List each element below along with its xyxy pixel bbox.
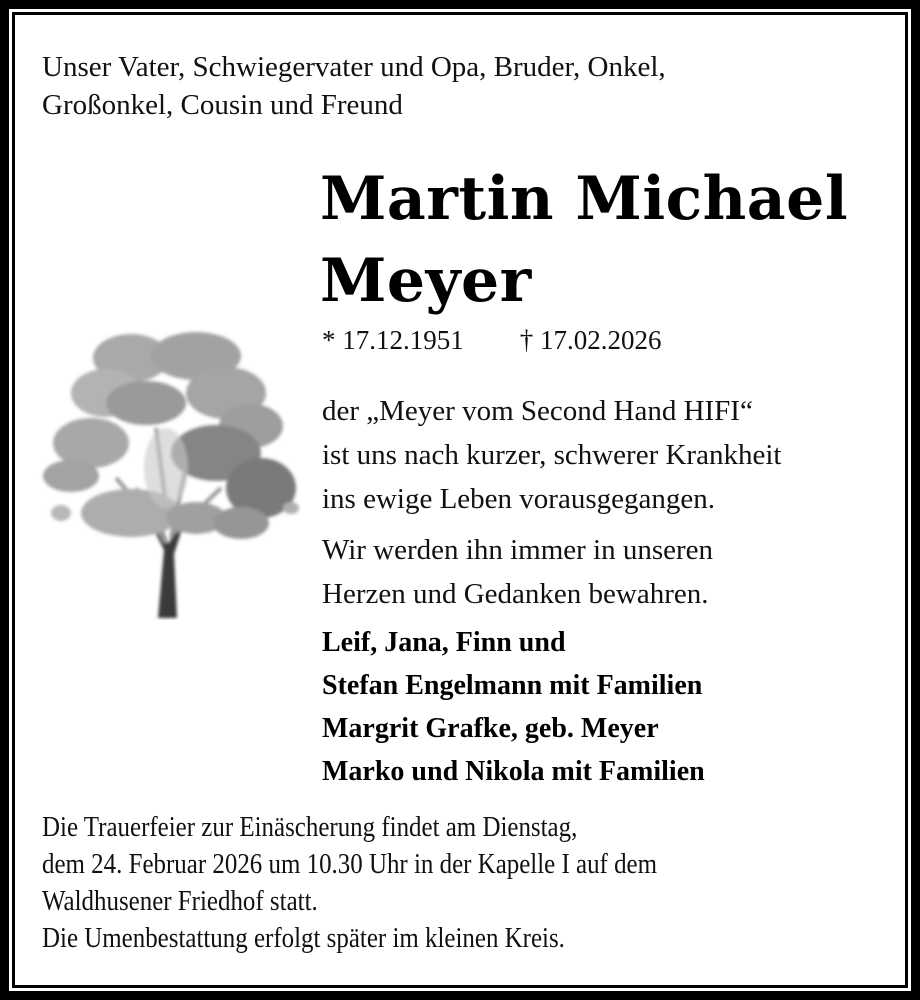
mourner-line: Margrit Grafke, geb. Meyer [322, 713, 659, 744]
mourners-list [322, 621, 705, 793]
mourner-line: Marko und Nikola mit Familien [322, 756, 705, 787]
intro-line: Unser Vater, Schwiegervater und Opa, Bruder, Onkel, [42, 51, 666, 83]
mourner-line: Leif, Jana, Finn und [322, 627, 566, 658]
name-line: Meyer [320, 246, 532, 316]
name-line: Martin Michael [320, 164, 849, 234]
deceased-name [320, 158, 848, 322]
tribute-line: ins ewige Leben vorausgegangen. [322, 483, 715, 515]
mourner-line: Stefan Engelmann mit Familien [322, 670, 703, 701]
watercolor-tree-icon [36, 318, 302, 620]
service-line: Die Umenbestattung erfolgt später im kleinen Kreis. [42, 922, 565, 954]
intro-line: Großonkel, Cousin und Freund [42, 89, 403, 121]
service-line: Waldhusener Friedhof statt. [42, 885, 318, 917]
tribute-line: der „Meyer vom Second Hand HIFI“ [322, 395, 753, 427]
tribute-line: ist uns nach kurzer, schwerer Krankheit [322, 439, 782, 471]
service-line: Die Trauerfeier zur Einäscherung findet am Dienstag, [42, 811, 578, 843]
death-date: † 17.02.2026 [519, 325, 662, 355]
birth-date: * 17.12.1951 [322, 325, 464, 355]
tribute-paragraph [322, 389, 781, 521]
intro-text [42, 48, 666, 124]
remembrance-paragraph [322, 528, 713, 616]
funeral-service-info [42, 809, 657, 957]
life-dates [322, 322, 662, 358]
service-line: dem 24. Februar 2026 um 10.30 Uhr in der Kapelle I auf dem [42, 848, 658, 880]
remembrance-line: Wir werden ihn immer in unseren [322, 534, 714, 566]
remembrance-line: Herzen und Gedanken bewahren. [322, 578, 709, 610]
